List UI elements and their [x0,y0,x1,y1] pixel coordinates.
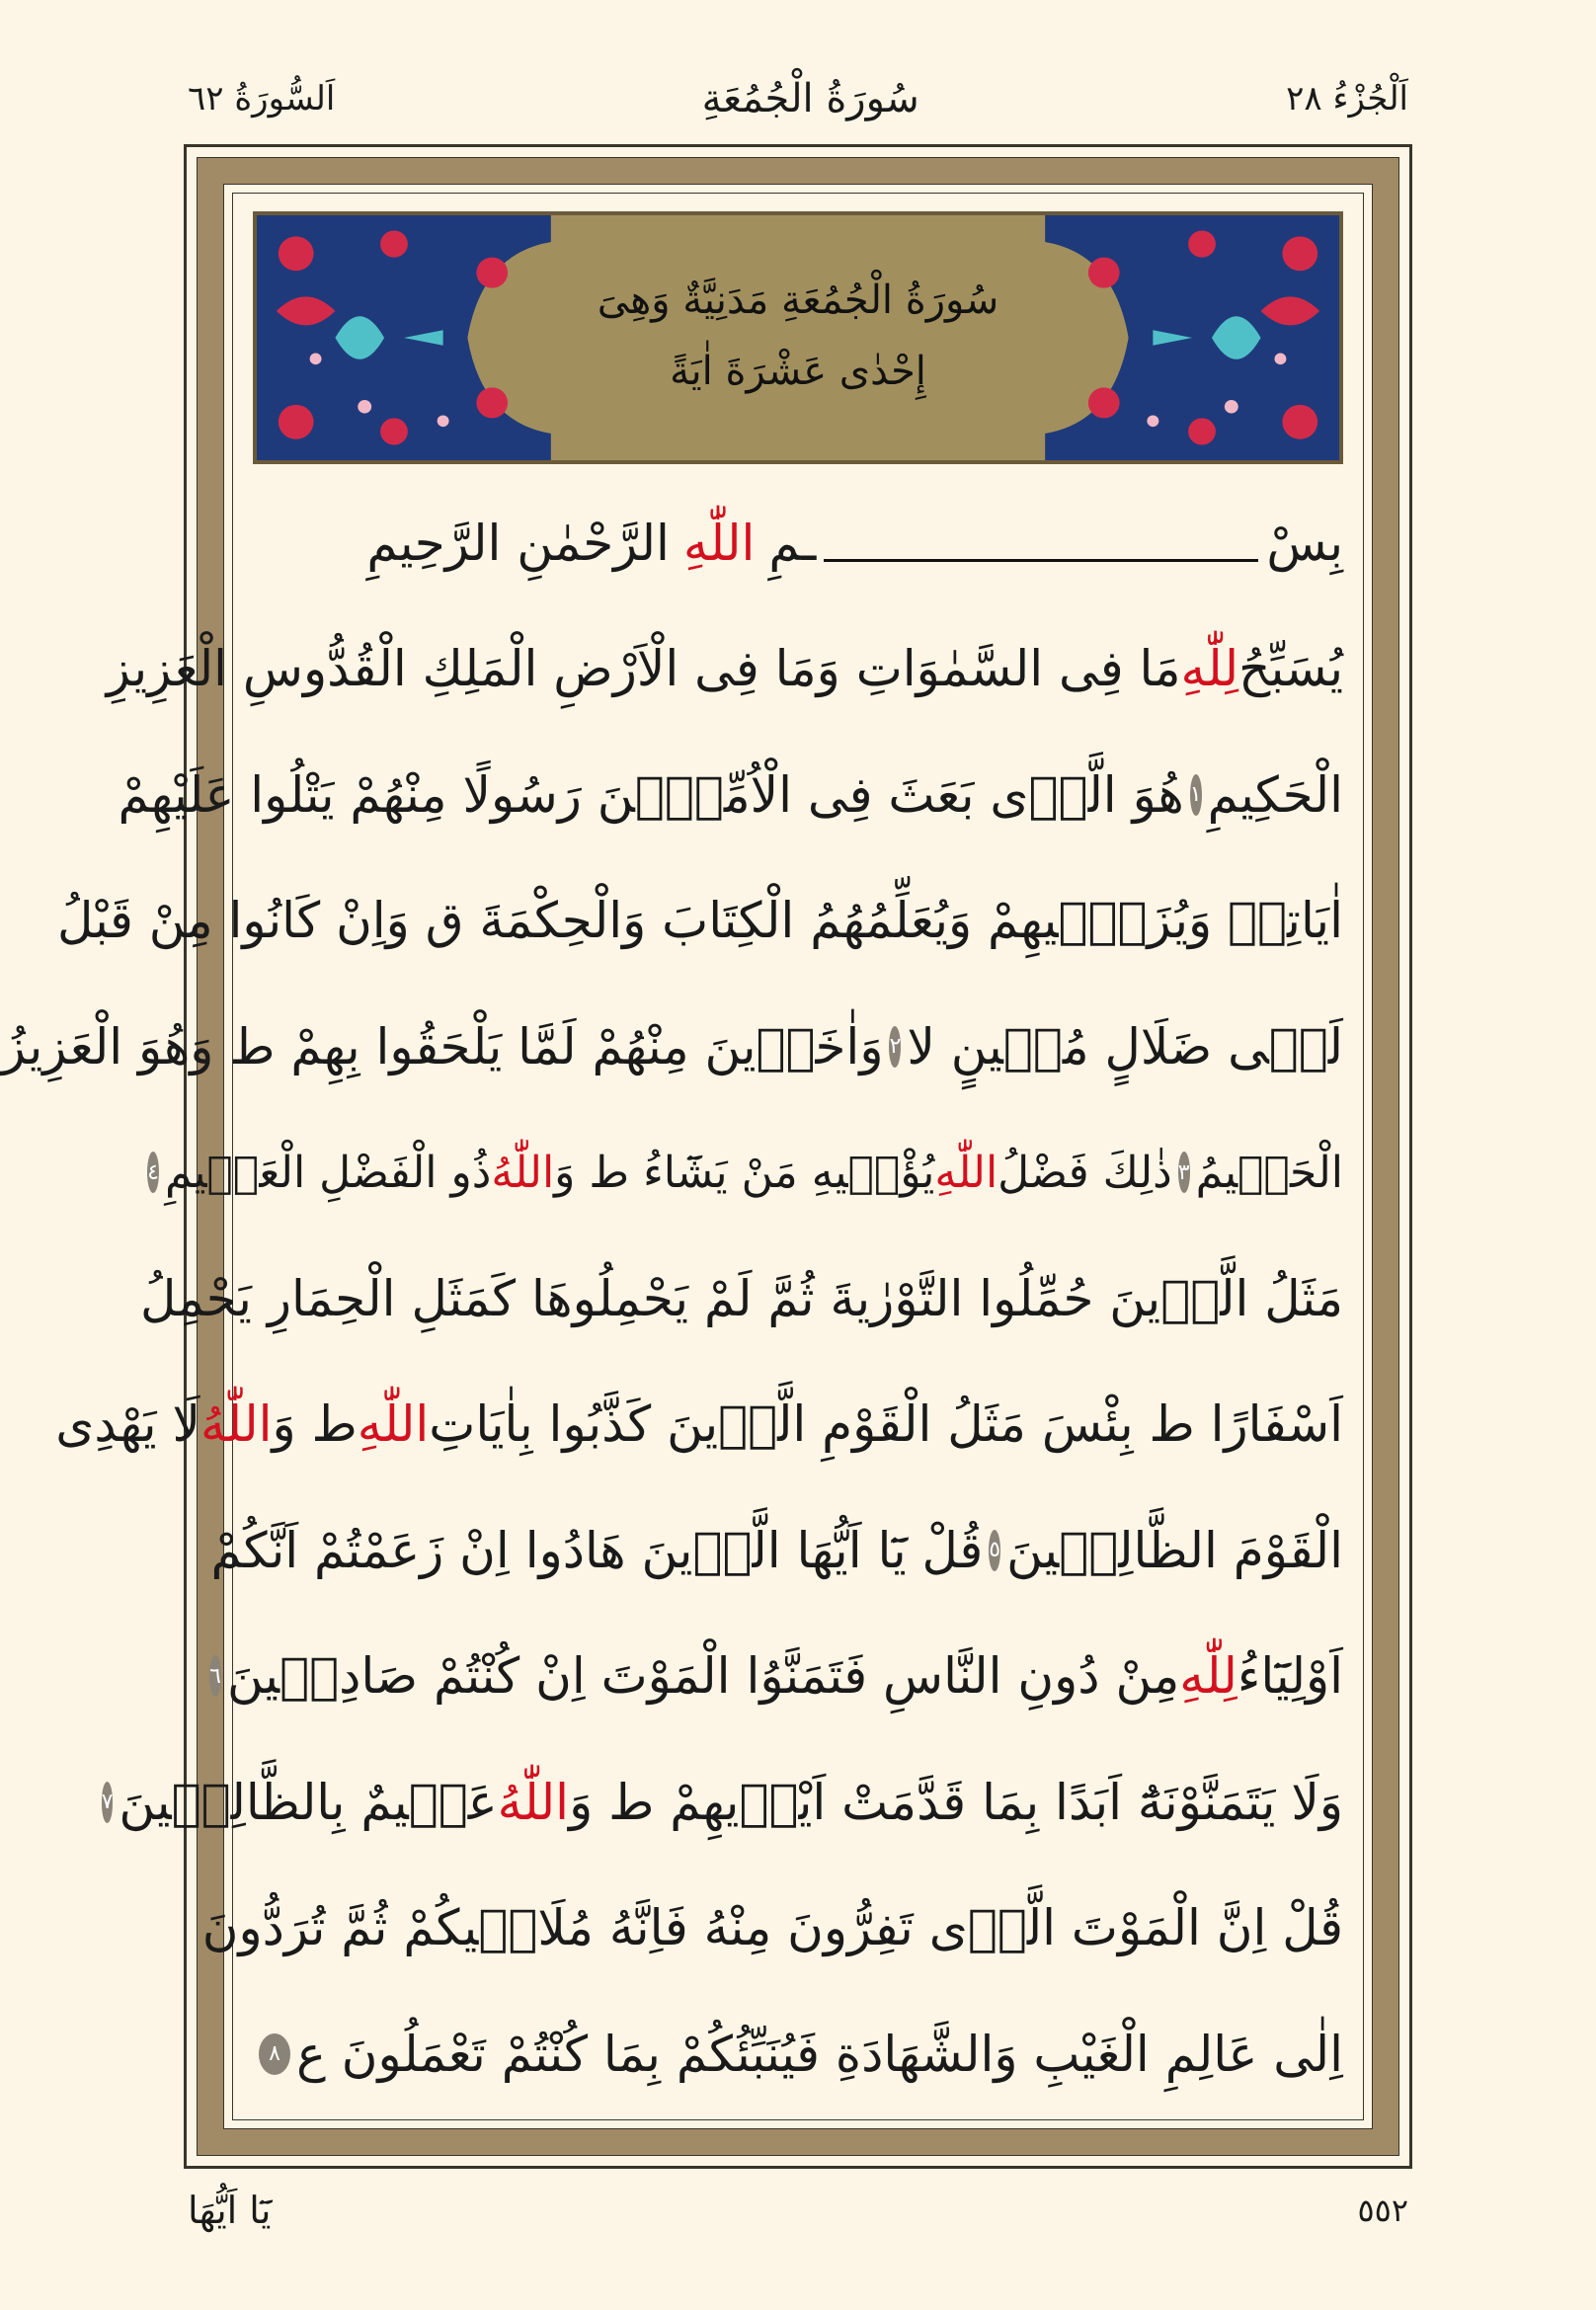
text-line-10 [101,1739,1343,1866]
text-line-5 [147,1110,1343,1236]
ayah-marker: ١ [1190,774,1202,816]
text-line-12 [253,1991,1343,2117]
line-1-start: يُسَبِّحُ [1238,640,1343,698]
line-2-end: هُوَ الَّذٖى بَعَثَ فِى الْاُمِّيّٖنَ رَسُولًا مِنْهُمْ يَتْلُوا عَلَيْهِمْ [118,765,1184,824]
banner-text [553,265,1043,407]
line-2-start: الْحَكِيمِ [1207,765,1343,824]
ayah-marker: ٤ [147,1152,159,1193]
basmala-part-1: بِسْ [1266,514,1343,572]
basmala-line [253,480,1343,606]
surah-title: سُورَةُ الْجُمُعَةِ [701,76,919,121]
line-7-start: اَسْفَارًا ط بِئْسَ مَثَلُ الْقَوْمِ الَّذٖينَ كَذَّبُوا بِاٰيَاتِ [429,1395,1343,1454]
allah-name: اللّٰهِ [357,1395,430,1454]
line-7-part: ط وَ [272,1395,358,1454]
text-line-6 [140,1235,1343,1362]
line-6-text: مَثَلُ الَّذٖينَ حُمِّلُوا التَّوْرٰيةَ ثُمَّ لَمْ يَحْمِلُوهَا كَمَثَلِ الْحِمَارِ يَحْمِلُ [140,1269,1343,1327]
page-footer [188,2181,1408,2240]
catchword: يَٓا اَيُّهَا [188,2189,272,2232]
page-number: ٥٥٢ [1357,2191,1408,2229]
line-8-end: قُلْ يَٓا اَيُّهَا الَّذٖينَ هَادُوا اِنْ زَعَمْتُمْ اَنَّكُمْ [210,1521,984,1579]
line-9-end: مِنْ دُونِ النَّاسِ فَتَمَنَّوُا الْمَوْتَ اِنْ كُنْتُمْ صَادِقٖينَ [226,1647,1180,1706]
line-8-start: الْقَوْمَ الظَّالِمٖينَ [1006,1521,1343,1579]
juz-label: اَلْجُزْءُ ٢٨ [1286,79,1408,119]
text-line-8 [210,1487,1343,1614]
banner-line-1: سُورَةُ الْجُمُعَةِ مَدَنِيَّةٌ وَهِىَ [597,278,999,323]
text-line-4 [1,984,1343,1110]
ayah-marker: ٢ [889,1026,901,1068]
text-line-3 [57,858,1343,985]
allah-name: لِلّٰهِ [1180,640,1239,698]
text-line-1 [106,606,1343,733]
allah-name: اللّٰهُ [200,1395,273,1454]
line-5-part: ذٰلِكَ فَضْلُ [998,1147,1172,1198]
surah-number-label: اَلسُّورَةُ ٦٢ [188,79,336,119]
ayah-marker: ٣ [1178,1152,1190,1193]
basmala-part-3: الرَّحْمٰنِ الرَّحِيمِ [366,514,670,572]
line-11-text: قُلْ اِنَّ الْمَوْتَ الَّذٖى تَفِرُّونَ مِنْهُ فَاِنَّهُ مُلَاقٖيكُمْ ثُمَّ تُرَدُّونَ [201,1899,1343,1957]
text-line-2 [118,732,1343,858]
line-7-end: لَا يَهْدِى [55,1395,200,1454]
line-12-text: اِلٰى عَالِمِ الْغَيْبِ وَالشَّهَادَةِ فَيُنَبِّئُكُمْ بِمَا كُنْتُمْ تَعْمَلُونَ ع [296,2025,1343,2083]
page-header [188,69,1408,128]
line-10-end: عَلٖيمٌ بِالظَّالِمٖينَ [119,1773,498,1831]
ayah-marker: ٨ [259,2033,290,2075]
line-5-end: ذُو الْفَضْلِ الْعَظٖيمِ [164,1147,492,1198]
quran-text [1,480,1343,2119]
text-line-9 [209,1614,1343,1740]
allah-name: اللّٰهُ [497,1773,570,1831]
line-3-text: اٰيَاتِهٖ وَيُزَكّٖيهِمْ وَيُعَلِّمُهُمُ الْكِتَابَ وَالْحِكْمَةَ ق وَاِنْ كَانُوا مِنْ قَبْلُ [57,892,1343,950]
line-5-start: الْحَكٖيمُ [1195,1147,1343,1198]
ayah-marker: ٥ [989,1530,1000,1571]
line-1-end: مَا فِى السَّمٰوَاتِ وَمَا فِى الْاَرْضِ الْمَلِكِ الْقُدُّوسِ الْعَزِيزِ [106,640,1181,698]
allah-name: اللّٰهِ [682,514,756,572]
allah-name: اللّٰهُ [491,1147,555,1198]
line-4-end: وَاٰخَرٖينَ مِنْهُمْ لَمَّا يَلْحَقُوا بِهِمْ ط وَهُوَ الْعَزِيزُ [1,1017,884,1075]
ayah-marker: ٦ [209,1655,221,1697]
text-line-7 [55,1362,1343,1488]
surah-header-banner [253,211,1343,464]
allah-name: اللّٰهِ [934,1147,998,1198]
text-line-11 [201,1866,1343,1992]
basmala-stroke [824,559,1258,562]
banner-line-2: إِحْدٰى عَشْرَةَ اٰيَةً [670,349,926,394]
ayah-marker: ٧ [102,1782,114,1823]
line-5-part: يُؤْتٖيهِ مَنْ يَشَٓاءُ ط وَ [554,1147,935,1198]
line-4-start: لَفٖى ضَلَالٍ مُبٖينٍ لا [907,1017,1343,1075]
line-9-start: اَوْلِيَٓاءُ [1237,1647,1343,1706]
basmala-part-2: ـمِ [768,514,817,572]
line-10-start: وَلَا يَتَمَنَّوْنَهُٓ اَبَدًا بِمَا قَدَّمَتْ اَيْدٖيهِمْ ط وَ [569,1773,1343,1831]
allah-name: لِلّٰهِ [1179,1647,1237,1706]
